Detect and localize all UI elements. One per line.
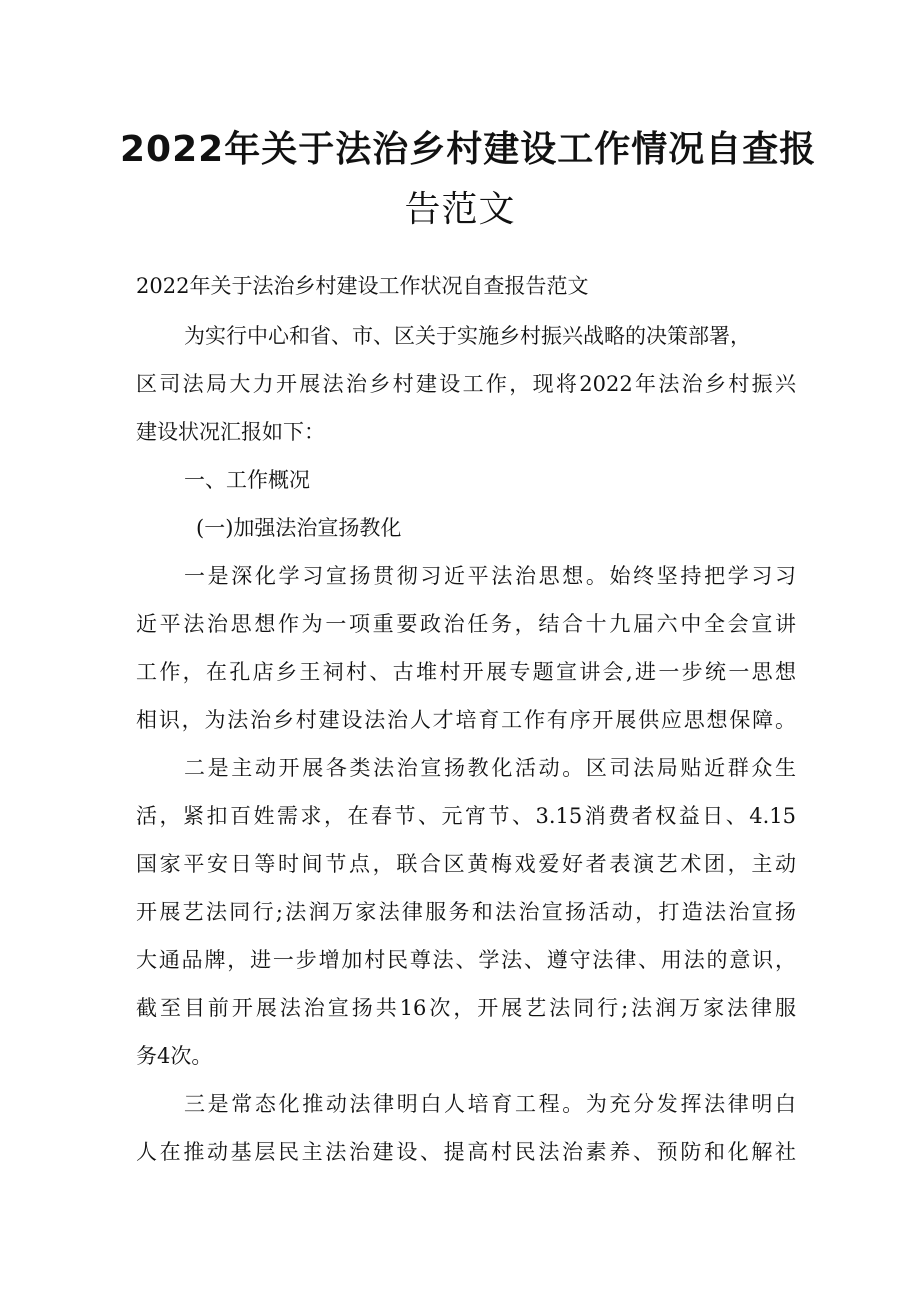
document-title-line-1: 2022年关于法治乡村建设工作情况自查报	[120, 129, 817, 170]
paragraph-line: 务4次。	[136, 1044, 213, 1068]
paragraph-line: 大通品牌，进一步增加村民尊法、学法、遵守法律、用法的意识，	[136, 948, 796, 972]
paragraph-line: 为实行中心和省、市、区关于实施乡村振兴战略的决策部署，	[184, 324, 751, 348]
paragraph-line: 建设状况汇报如下：	[136, 420, 325, 444]
paragraph-line: 国家平安日等时间节点，联合区黄梅戏爱好者表演艺术团，主动	[136, 852, 796, 876]
paragraph-line: 活，紧扣百姓需求，在春节、元宵节、3.15消费者权益日、4.15	[136, 804, 796, 828]
paragraph-line: 人在推动基层民主法治建设、提高村民法治素养、预防和化解社	[136, 1140, 796, 1164]
paragraph-line: 一是深化学习宣扬贯彻习近平法治思想。始终坚持把学习习	[184, 564, 796, 588]
paragraph-line: 工作，在孔店乡王祠村、古堆村开展专题宣讲会,进一步统一思想	[136, 660, 796, 684]
paragraph-line: 相识，为法治乡村建设法治人才培育工作有序开展供应思想保障。	[136, 708, 796, 732]
section-heading: 一、工作概况	[184, 468, 310, 492]
paragraph-line: 区司法局大力开展法治乡村建设工作，现将2022年法治乡村振兴	[136, 372, 796, 396]
subsection-heading: (一)加强法治宣扬教化	[196, 516, 402, 540]
paragraph-line: 二是主动开展各类法治宣扬教化活动。区司法局贴近群众生	[184, 756, 796, 780]
document-title-line-2: 告范文	[404, 189, 516, 230]
document-subtitle: 2022年关于法治乡村建设工作状况自查报告范文	[136, 274, 589, 298]
paragraph-line: 近平法治思想作为一项重要政治任务，结合十九届六中全会宣讲	[136, 612, 796, 636]
paragraph-line: 开展艺法同行;法润万家法律服务和法治宣扬活动，打造法治宣扬	[136, 900, 796, 924]
paragraph-line: 三是常态化推动法律明白人培育工程。为充分发挥法律明白	[184, 1092, 796, 1116]
paragraph-line: 截至目前开展法治宣扬共16次，开展艺法同行;法润万家法律服	[136, 996, 796, 1020]
